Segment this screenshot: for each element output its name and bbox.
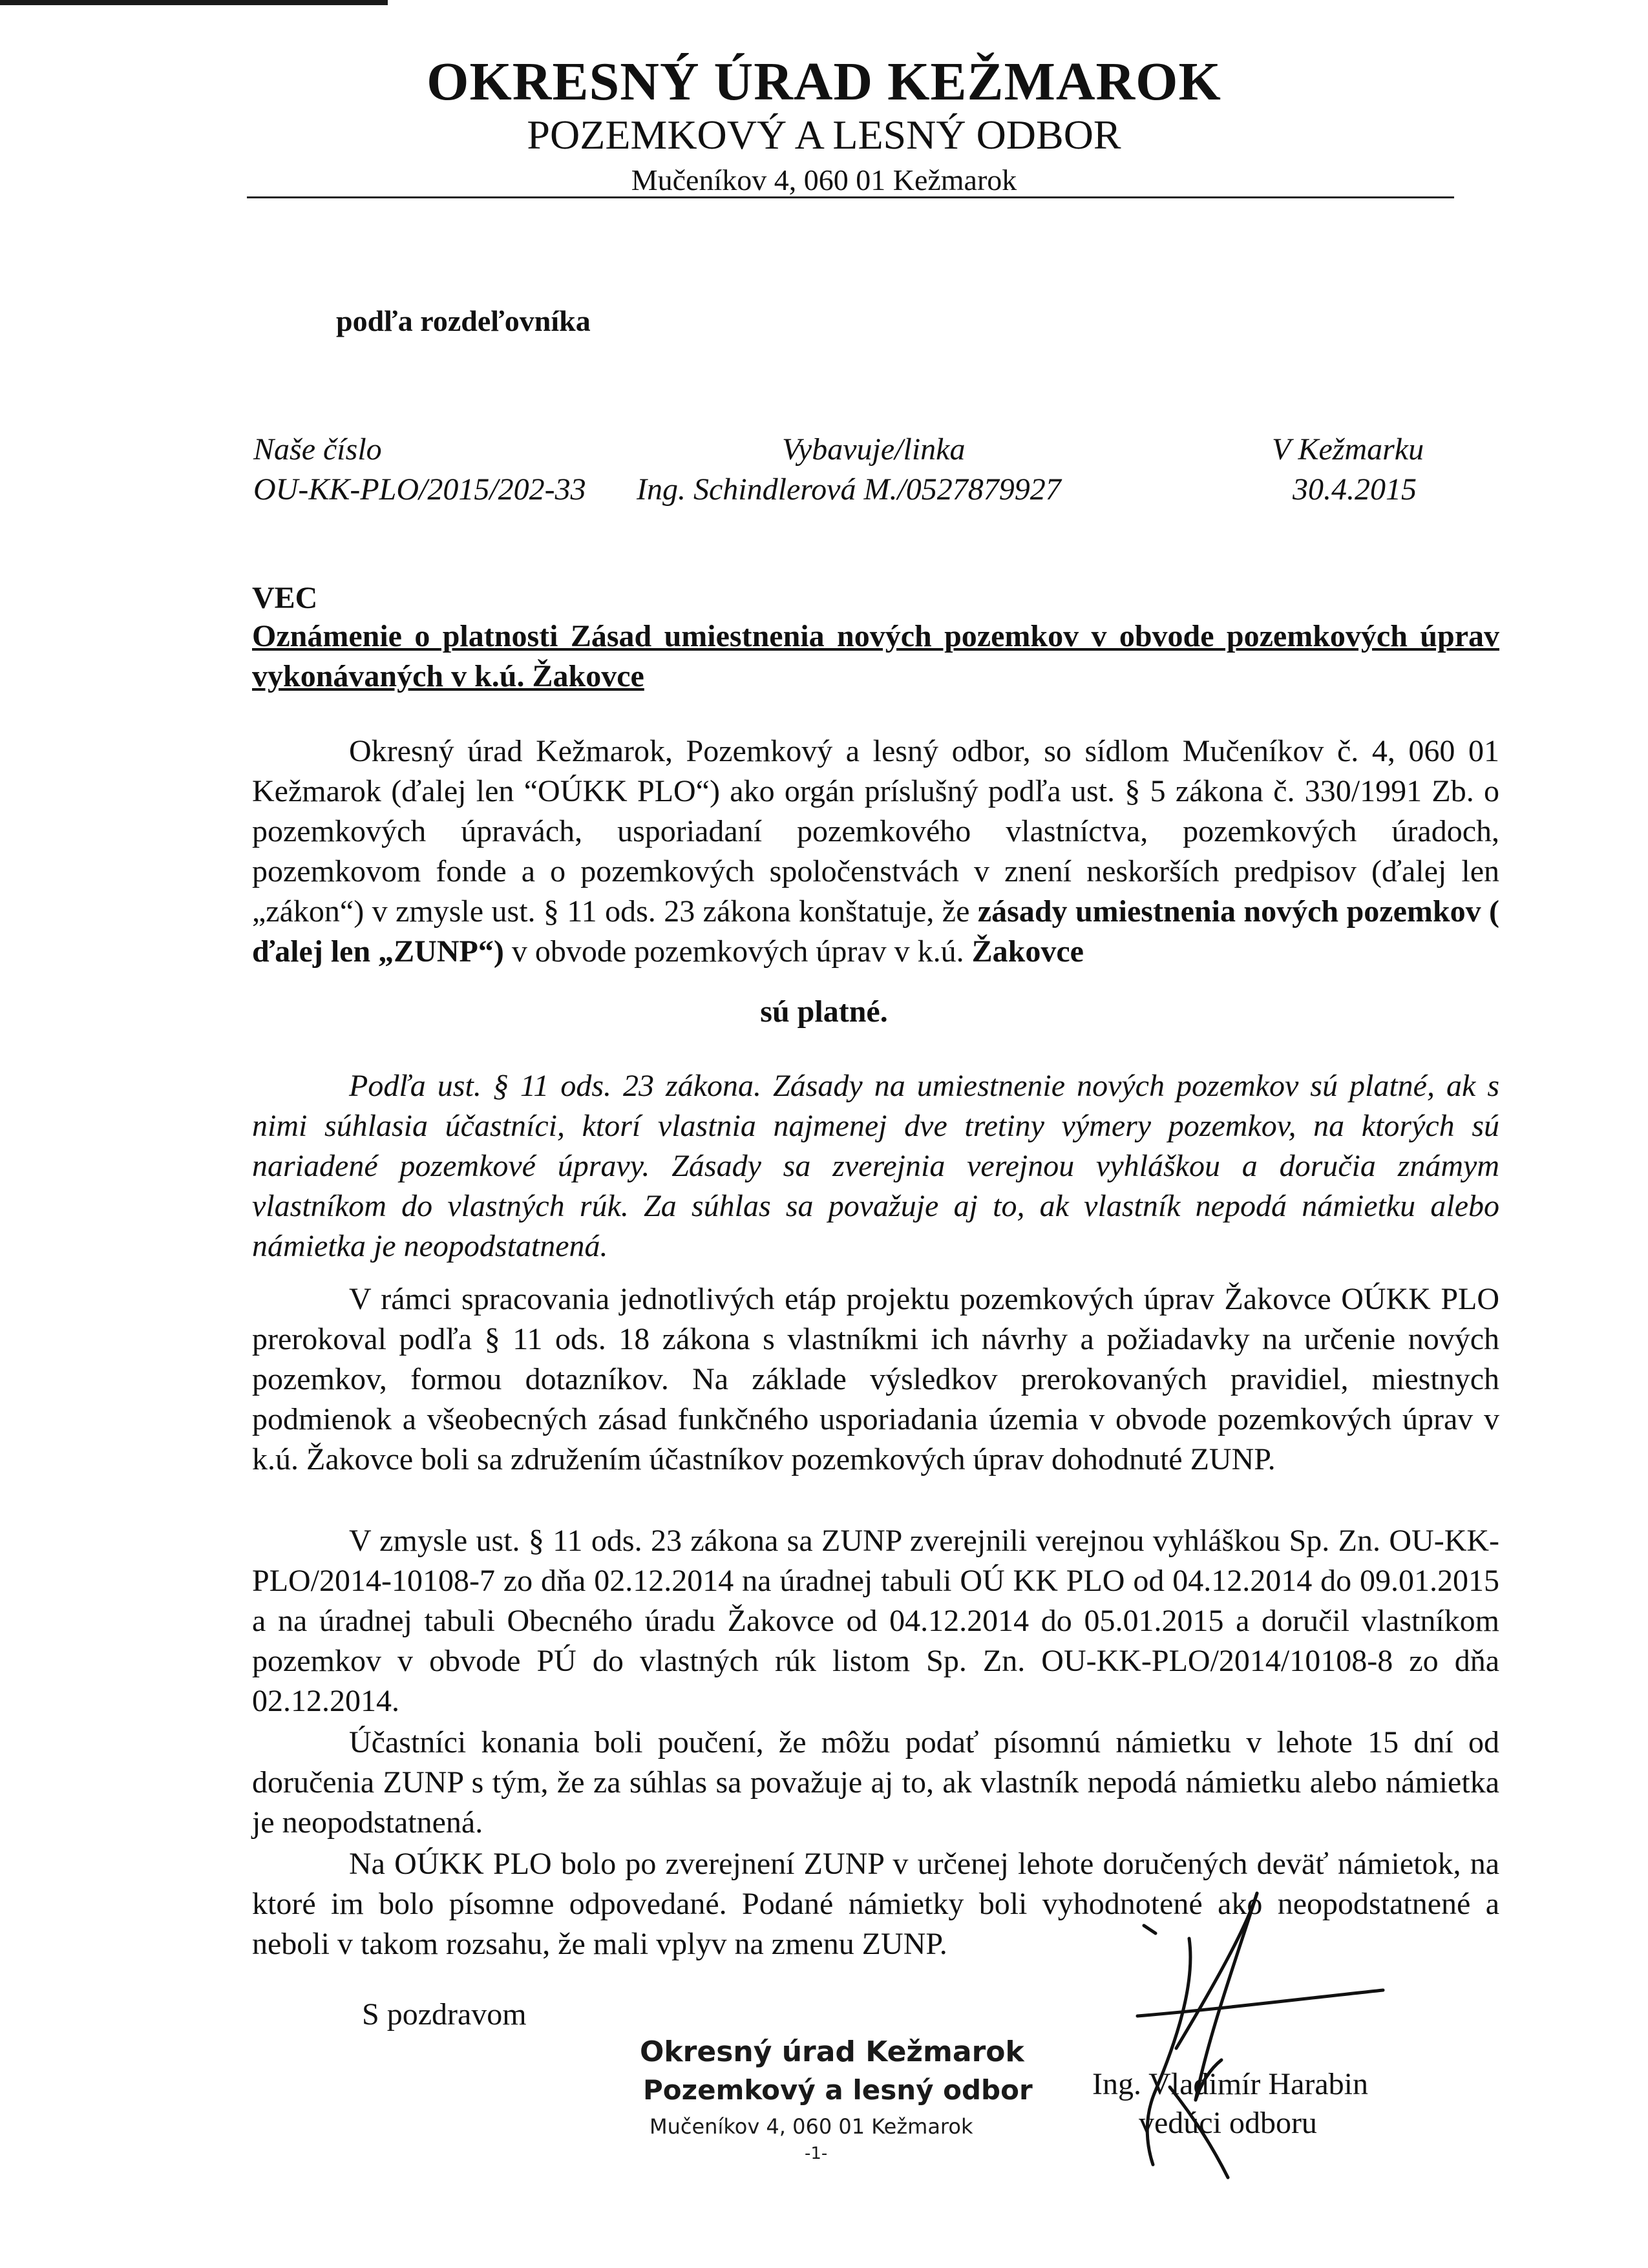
intro-text-2: v obvode pozemkových úprav v k.ú. [503, 934, 972, 969]
signer-title: vedúci odboru [1139, 2106, 1317, 2140]
paragraph-publication: V zmysle ust. § 11 ods. 23 zákona sa ZUNP zverejnili verejnou vyhláškou Sp. Zn. OU-KK-PLO/2014-10108-7 zo dňa 02.12.2014 na úradnej tabuli OÚ KK PLO od 04.12.2014 do 09.01.2015 a na úradnej tabuli Obecného úradu Žakovce od 04.12.2014 do 05.01.2015 a doručil vlastníkom pozemkov v obvode PÚ do vlastných rúk listom Sp. Zn. OU-KK-PLO/2014/10108-8 zo dňa 02.12.2014. [252, 1524, 1499, 1718]
department-title: POZEMKOVÝ A LESNÝ ODBOR [527, 112, 1121, 158]
paragraph-process: V rámci spracovania jednotlivých etáp projektu pozemkových úprav Žakovce OÚKK PLO prerokoval podľa § 11 ods. 18 zákona s vlastníkmi ich návrhy a požiadavky na určenie nových pozemkov, formou dotazníkov. Na základe výsledkov prerokovaných pravidiel, miestnych podmienok a všeobecných zásad funkčného usporiadania územia v obvode pozemkových úprav v k.ú. Žakovce boli sa združením účastníkov pozemkových úprav dohodnuté ZUNP. [252, 1282, 1499, 1476]
header-divider [247, 196, 1454, 198]
place-label: V Kežmarku [1272, 432, 1424, 467]
validity-statement: sú platné. [760, 994, 888, 1029]
subject-text: Oznámenie o platnosti Zásad umiestnenia nových pozemkov v obvode pozemkových úprav vykonávaných v k.ú. Žakovce [252, 619, 1499, 693]
stamp-line-office: Okresný úrad Kežmarok [640, 2035, 1024, 2068]
subject-label: VEC [252, 581, 318, 615]
our-number-label: Naše číslo [253, 432, 382, 467]
paragraph-law-quote: Podľa ust. § 11 ods. 23 zákona. Zásady na umiestnenie nových pozemkov sú platné, ak s nimi súhlasia účastníci, ktorí vlastnia najmenej dve tretiny výmery pozemkov, na ktorých sú nariadené pozemkové úpravy. Zásady sa zverejnia verejnou vyhláškou a doručia známym vlastníkom do vlastných rúk. Za súhlas sa považuje aj to, ak vlastník nepodá námietku alebo námietka je neopodstatnená. [252, 1069, 1499, 1263]
handler-label: Vybavuje/linka [782, 432, 966, 467]
intro-text-1: Okresný úrad Kežmarok, Pozemkový a lesný odbor, so sídlom Mučeníkov č. 4, 060 01 Kežmarok (ďalej len “OÚKK PLO“) ako orgán príslušný podľa ust. § 5 zákona č. 330/1991 Zb. o pozemkových úpravách, usporiadaní pozemkového vlastníctva, pozemkových úradoch, pozemkovom fonde a o pozemkových spoločenstvách v znení neskorších predpisov (ďalej len „zákon“) v zmysle ust. § 11 ods. 23 zákona konštatuje, že [252, 734, 1499, 929]
top-edge-bar [0, 0, 388, 5]
stamp-line-address: Mučeníkov 4, 060 01 Kežmarok [650, 2114, 973, 2139]
intro-bold-zunp: zásady umiestnenia nových pozemkov ( ďalej len „ZUNP“) [252, 894, 1499, 969]
office-title: OKRESNÝ ÚRAD KEŽMAROK [427, 52, 1221, 112]
stamp-line-department: Pozemkový a lesný odbor [643, 2074, 1033, 2106]
letter-date: 30.4.2015 [1293, 472, 1417, 507]
recipient: podľa rozdeľovníka [336, 304, 591, 337]
handler: Ing. Schindlerová M./0527879927 [637, 472, 1061, 507]
signer-name: Ing. Vladimír Harabin [1092, 2067, 1369, 2101]
paragraph-instruction: Účastníci konania boli poučení, že môžu podať písomnú námietku v lehote 15 dní od doručenia ZUNP s tým, že za súhlas sa považuje aj to, ak vlastník nepodá námietku alebo námietka je neopodstatnená. [252, 1725, 1499, 1840]
page-number: -1- [805, 2144, 828, 2163]
greeting: S pozdravom [362, 1997, 527, 2032]
paragraph-intro [252, 731, 1499, 972]
office-address: Mučeníkov 4, 060 01 Kežmarok [631, 163, 1017, 196]
our-number: OU-KK-PLO/2015/202-33 [253, 472, 586, 507]
paragraph-objections: Na OÚKK PLO bolo po zverejnení ZUNP v určenej lehote doručených deväť námietok, na ktoré im bolo písomne odpovedané. Podané námietky boli vyhodnotené ako neopodstatnené a neboli v takom rozsahu, že mali vplyv na zmenu ZUNP. [252, 1847, 1499, 1961]
intro-bold-zakovce: Žakovce [971, 934, 1084, 969]
